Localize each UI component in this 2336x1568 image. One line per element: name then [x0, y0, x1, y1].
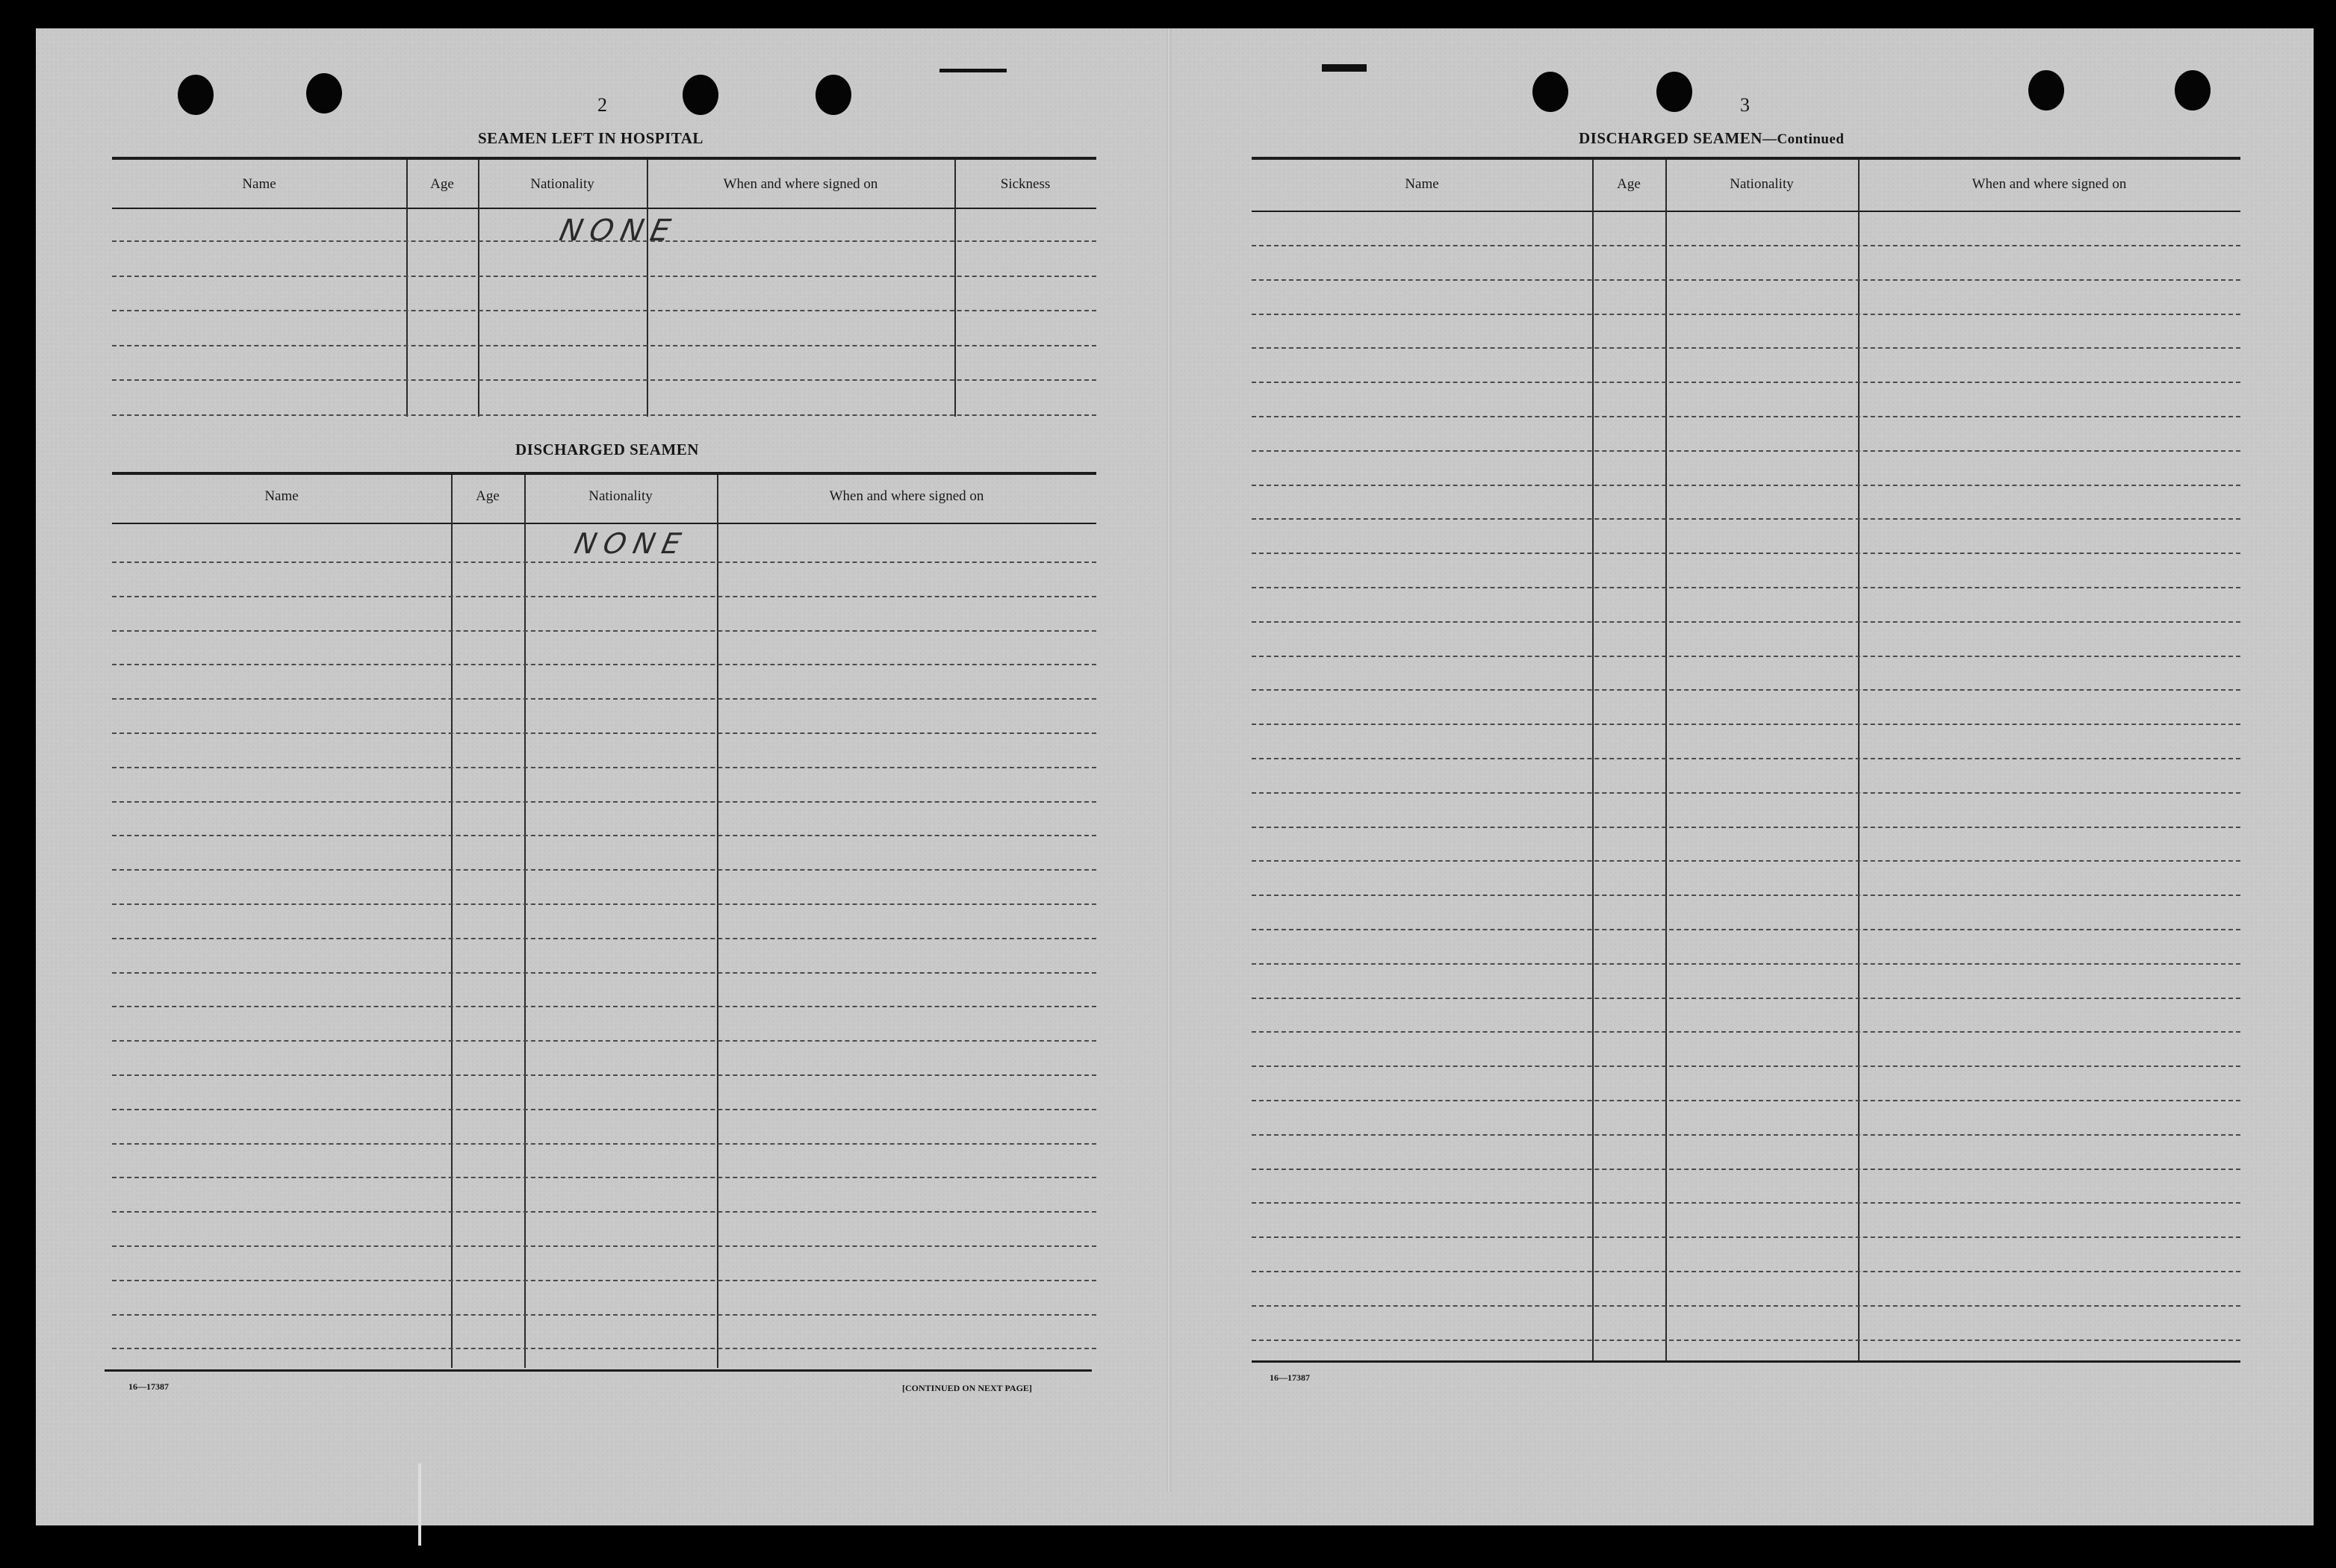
- ruled-line: [1252, 724, 2240, 725]
- continued-col-divider: [1592, 160, 1594, 1360]
- discharged-col-divider: [717, 475, 718, 1368]
- discharged-col-age: Age: [476, 488, 500, 504]
- hospital-col-signed-on: When and where signed on: [723, 176, 878, 192]
- hospital-handwritten-entry: NONE: [556, 214, 681, 248]
- ruled-line: [1252, 1031, 2240, 1033]
- ruled-line: [112, 1006, 1096, 1007]
- ruled-line: [1252, 1134, 2240, 1136]
- ruled-line: [112, 1109, 1096, 1110]
- punch-hole: [2175, 70, 2211, 111]
- ruled-line: [112, 972, 1096, 974]
- hospital-col-divider: [478, 160, 479, 417]
- document-sheet: [36, 28, 2314, 1525]
- ruled-line: [1252, 1100, 2240, 1101]
- ruled-line: [1252, 792, 2240, 794]
- hospital-col-nationality: Nationality: [530, 176, 594, 192]
- ruled-line: [1252, 656, 2240, 657]
- hospital-table-header-rule: [112, 208, 1096, 209]
- punch-hole: [1656, 72, 1692, 112]
- continued-table-top-rule: [1252, 157, 2240, 160]
- page-fold: [1167, 28, 1171, 1492]
- discharged-continued-heading: [1579, 129, 1844, 148]
- discharged-continued-title: DISCHARGED SEAMEN: [1579, 129, 1762, 147]
- ruled-line: [1252, 827, 2240, 828]
- continued-col-divider: [1665, 160, 1667, 1360]
- ruled-line: [112, 561, 1096, 563]
- ruled-line: [112, 1040, 1096, 1042]
- continued-col-name: Name: [1405, 176, 1439, 192]
- ruled-line: [112, 1245, 1096, 1247]
- ruled-line: [1252, 1202, 2240, 1204]
- ruled-line: [112, 767, 1096, 768]
- ruled-line: [1252, 895, 2240, 896]
- ruled-line: [1252, 860, 2240, 862]
- discharged-continued-suffix: —Continued: [1762, 131, 1845, 147]
- ruled-line: [112, 276, 1096, 277]
- ruled-line: [1252, 245, 2240, 246]
- discharged-col-divider: [524, 475, 526, 1368]
- ruled-line: [112, 345, 1096, 346]
- hospital-table-top-rule: [112, 157, 1096, 160]
- ruled-line: [112, 1314, 1096, 1316]
- discharged-col-signed-on: When and where signed on: [829, 488, 984, 504]
- punch-hole: [1532, 72, 1568, 112]
- discharged-col-nationality: Nationality: [588, 488, 653, 504]
- ruled-line: [112, 630, 1096, 632]
- hospital-col-divider: [406, 160, 408, 417]
- hospital-heading: SEAMEN LEFT IN HOSPITAL: [478, 129, 703, 147]
- scan-mark: [418, 1463, 421, 1546]
- ruled-line: [1252, 416, 2240, 417]
- ruled-line: [1252, 963, 2240, 965]
- ruled-line: [112, 596, 1096, 597]
- ruled-line: [1252, 929, 2240, 930]
- continued-col-nationality: Nationality: [1730, 176, 1794, 192]
- ruled-line: [1252, 279, 2240, 281]
- ruled-line: [1252, 314, 2240, 315]
- scan-mark: [939, 69, 1007, 72]
- ruled-line: [1252, 998, 2240, 999]
- hospital-col-name: Name: [242, 176, 276, 192]
- ruled-line: [112, 835, 1096, 836]
- ruled-line: [1252, 485, 2240, 486]
- ruled-line: [112, 1074, 1096, 1076]
- ruled-line: [1252, 689, 2240, 691]
- left-form-number: 16—17387: [128, 1381, 169, 1392]
- ruled-line: [112, 698, 1096, 700]
- ruled-line: [1252, 1169, 2240, 1170]
- ruled-line: [112, 801, 1096, 803]
- discharged-col-name: Name: [264, 488, 299, 504]
- continued-col-signed-on: When and where signed on: [1972, 176, 2127, 192]
- punch-hole: [178, 75, 214, 115]
- ruled-line: [112, 732, 1096, 734]
- ruled-line: [112, 903, 1096, 905]
- ruled-line: [1252, 1305, 2240, 1307]
- discharged-heading: DISCHARGED SEAMEN: [515, 441, 699, 458]
- ruled-line: [112, 1280, 1096, 1281]
- continued-col-age: Age: [1617, 176, 1641, 192]
- discharged-table-header-rule: [112, 523, 1096, 524]
- punch-hole: [306, 73, 342, 113]
- ruled-line: [1252, 587, 2240, 588]
- ruled-line: [112, 310, 1096, 311]
- hospital-col-divider: [954, 160, 956, 417]
- ruled-line: [1252, 1340, 2240, 1341]
- ruled-line: [112, 938, 1096, 939]
- right-form-number: 16—17387: [1270, 1372, 1310, 1383]
- ruled-line: [1252, 1236, 2240, 1238]
- ruled-line: [112, 664, 1096, 665]
- punch-hole: [2028, 70, 2064, 111]
- ruled-line: [112, 1211, 1096, 1213]
- left-footer-rule: [105, 1369, 1092, 1372]
- page-number-left: 2: [597, 94, 607, 116]
- hospital-col-divider: [647, 160, 648, 417]
- ruled-line: [1252, 518, 2240, 520]
- ruled-line: [112, 379, 1096, 381]
- ruled-line: [1252, 621, 2240, 623]
- continued-col-divider: [1858, 160, 1860, 1360]
- continued-note: [CONTINUED ON NEXT PAGE]: [902, 1383, 1032, 1393]
- discharged-table-top-rule: [112, 472, 1096, 475]
- ruled-line: [1252, 1271, 2240, 1272]
- ruled-line: [1252, 382, 2240, 383]
- punch-hole: [816, 75, 851, 115]
- continued-table-header-rule: [1252, 211, 2240, 212]
- ruled-line: [1252, 758, 2240, 759]
- ruled-line: [1252, 450, 2240, 452]
- punch-hole: [683, 75, 718, 115]
- ruled-line: [1252, 347, 2240, 349]
- scan-mark: [1322, 64, 1367, 72]
- page-number-right: 3: [1740, 94, 1750, 116]
- ruled-line: [112, 1177, 1096, 1178]
- hospital-col-sickness: Sickness: [1000, 176, 1051, 192]
- ruled-line: [112, 414, 1096, 416]
- ruled-line: [1252, 553, 2240, 554]
- hospital-col-age: Age: [430, 176, 454, 192]
- discharged-col-divider: [451, 475, 453, 1368]
- ruled-line: [1252, 1065, 2240, 1067]
- ruled-line: [112, 869, 1096, 871]
- discharged-handwritten-entry: NONE: [571, 527, 692, 560]
- ruled-line: [112, 1348, 1096, 1349]
- right-footer-rule: [1252, 1360, 2240, 1363]
- ruled-line: [112, 1143, 1096, 1145]
